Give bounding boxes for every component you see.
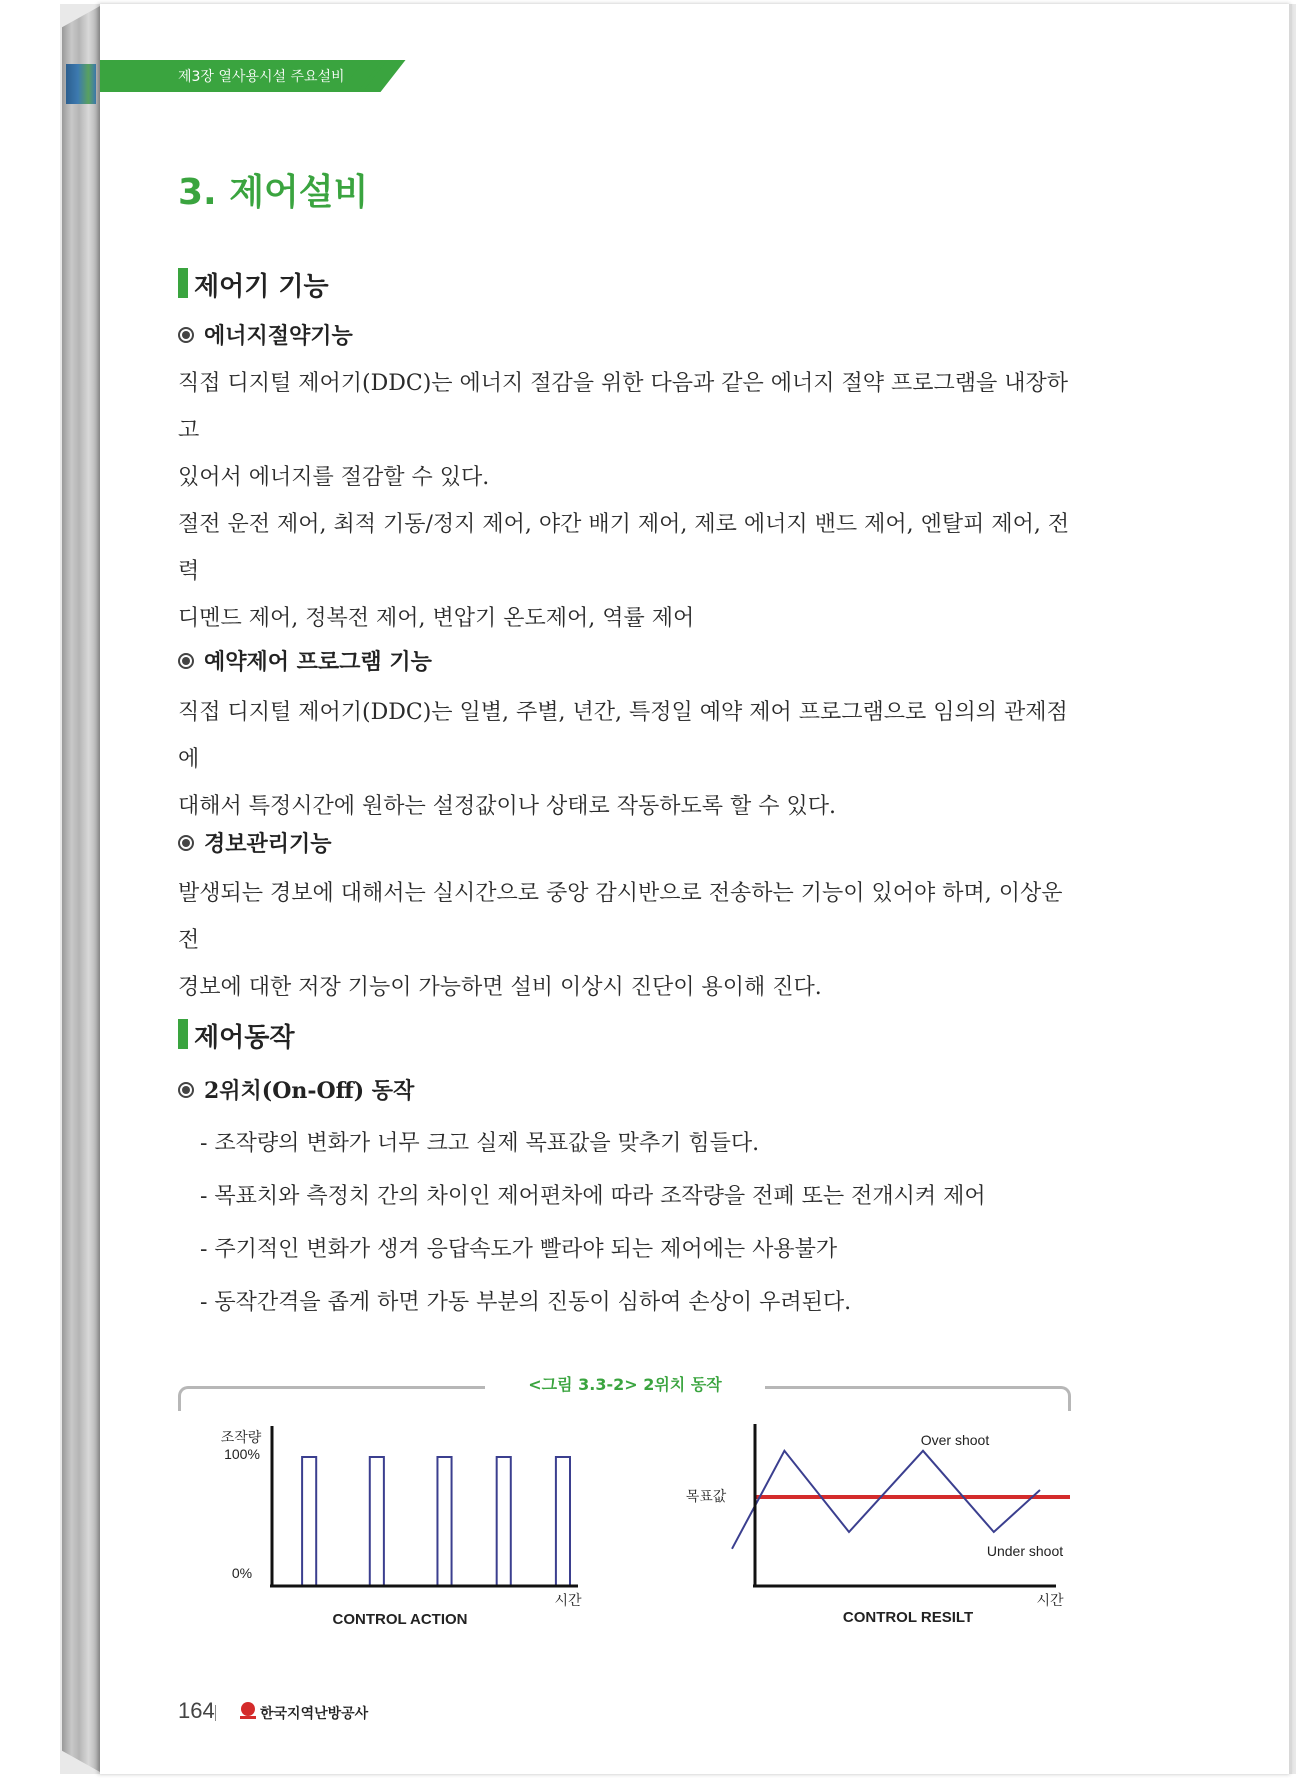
target-label: 목표값 (685, 1488, 727, 1504)
y-tick-label: 0% (231, 1565, 253, 1581)
x-axis-label: 시간 (554, 1592, 582, 1608)
bullet-icon (178, 835, 194, 851)
list-item: - 조작량의 변화가 너무 크고 실제 목표값을 맞추기 힘들다. (200, 1131, 760, 1156)
subhead-text: 경보관리기능 (204, 831, 332, 857)
list-item: - 동작간격을 좁게 하면 가동 부분의 진동이 심하여 손상이 우려된다. (200, 1290, 852, 1315)
subhead-onoff (178, 1074, 414, 1105)
pulse-group (302, 1457, 570, 1585)
subhead-alarm (178, 827, 332, 858)
subhead-text: 2위치(On-Off) 동작 (204, 1078, 415, 1104)
pulse-5 (556, 1457, 570, 1585)
text-line: 디멘드 제어, 정복전 제어, 변압기 온도제어, 역률 제어 (178, 606, 695, 631)
section-bar (178, 1019, 188, 1049)
schedule-paragraph (178, 689, 1078, 830)
control-result-chart (670, 1424, 1110, 1644)
subhead-schedule (178, 645, 432, 676)
subhead-text: 에너지절약기능 (204, 323, 353, 349)
section-heading-operation (178, 1017, 294, 1054)
y-axis-label: 조작량 (220, 1429, 262, 1445)
chart-title: CONTROL ACTION (332, 1611, 468, 1628)
footer-separator (215, 1705, 216, 1721)
spine-color-strip (66, 64, 96, 104)
text-line: 대해서 특정시간에 원하는 설정값이나 상태로 작동하도록 할 수 있다. (178, 794, 836, 819)
section-heading-controller (178, 266, 329, 303)
x-axis-label: 시간 (1036, 1592, 1064, 1608)
list-item: - 주기적인 변화가 생겨 응답속도가 빨라야 되는 제어에는 사용불가 (200, 1237, 838, 1262)
alarm-paragraph (178, 870, 1078, 1011)
text-line: 절전 운전 제어, 최적 기동/정지 제어, 야간 배기 제어, 제로 에너지 밴드 제어, 엔탈피 제어, 전력 (178, 512, 1070, 584)
pulse-3 (437, 1457, 451, 1585)
y-tick-label: 100% (224, 1446, 260, 1462)
publisher-logo-icon (240, 1702, 256, 1720)
figure-caption: <그림 3.3-2> 2위치 동작 (485, 1372, 765, 1395)
energy-paragraph (178, 360, 1078, 642)
bullet-icon (178, 653, 194, 669)
text-line: 직접 디지털 제어기(DDC)는 에너지 절감을 위한 다음과 같은 에너지 절약 프로그램을 내장하고 (178, 371, 1069, 443)
page-edge (1289, 4, 1292, 1774)
section-heading-text: 제어동작 (194, 1023, 295, 1053)
subhead-text: 예약제어 프로그램 기능 (204, 649, 432, 675)
response-line (732, 1451, 1040, 1549)
page-stack-edge (62, 6, 100, 1772)
text-line: 있어서 에너지를 절감할 수 있다. (178, 465, 490, 490)
page-title: 3. 제어설비 (178, 172, 369, 213)
section-heading-text: 제어기 기능 (194, 272, 329, 302)
text-line: 경보에 대한 저장 기능이 가능하면 설비 이상시 진단이 용이해 진다. (178, 975, 822, 1000)
subhead-energy (178, 319, 353, 350)
section-bar (178, 268, 188, 298)
page-number: 164 (178, 1698, 215, 1723)
pulse-1 (302, 1457, 316, 1585)
text-line: 직접 디지털 제어기(DDC)는 일별, 주별, 년간, 특정일 예약 제어 프로그램으로 임의의 관제점에 (178, 700, 1068, 772)
chapter-label: 제3장 열사용시설 주요설비 (178, 69, 345, 85)
pulse-2 (370, 1457, 384, 1585)
bullet-icon (178, 1082, 194, 1098)
chart-title: CONTROL RESILT (842, 1609, 974, 1626)
overshoot-label: Over shoot (920, 1432, 990, 1448)
bullet-icon (178, 327, 194, 343)
list-item: - 목표치와 측정치 간의 차이인 제어편차에 따라 조작량을 전폐 또는 전개시켜 제어 (200, 1184, 986, 1209)
text-line: 발생되는 경보에 대해서는 실시간으로 중앙 감시반으로 전송하는 기능이 있어야 하며, 이상운전 (178, 881, 1063, 953)
publisher-name: 한국지역난방공사 (260, 1706, 369, 1722)
undershoot-label: Under shoot (986, 1543, 1064, 1559)
control-action-chart (200, 1424, 600, 1644)
page (100, 4, 1292, 1774)
pulse-4 (497, 1457, 511, 1585)
